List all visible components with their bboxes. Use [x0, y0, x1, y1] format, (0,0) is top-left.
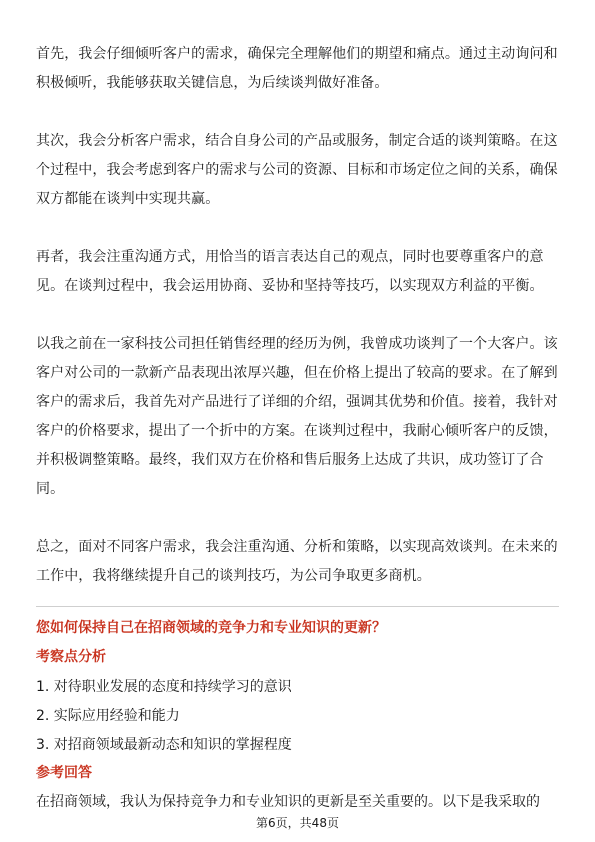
analysis-point: 1. 对待职业发展的态度和持续学习的意识	[36, 679, 292, 695]
paragraph-third: 再者，我会注重沟通方式，用恰当的语言表达自己的观点，同时也要尊重客户的意见。在谈判过程中，我会运用协商、妥协和坚持等技巧，以实现双方利益的平衡。	[36, 249, 544, 294]
body-text	[36, 40, 559, 591]
paragraph-first: 首先，我会仔细倾听客户的需求，确保完全理解他们的期望和痛点。通过主动询问和积极倾听，我能够获取关键信息，为后续谈判做好准备。	[36, 46, 558, 91]
paragraph-summary: 总之，面对不同客户需求，我会注重沟通、分析和策略，以实现高效谈判。在未来的工作中，我将继续提升自己的谈判技巧，为公司争取更多商机。	[36, 539, 558, 584]
section-divider	[36, 606, 559, 607]
page-number: 第6页，共48页	[256, 816, 339, 830]
paragraph-second: 其次，我会分析客户需求，结合自身公司的产品或服务，制定合适的谈判策略。在这个过程中，我会考虑到客户的需求与公司的资源、目标和市场定位之间的关系，确保双方都能在谈判中实现共赢。	[36, 133, 558, 207]
answer-heading: 参考回答	[36, 765, 92, 781]
paragraph-example: 以我之前在一家科技公司担任销售经理的经历为例，我曾成功谈判了一个大客户。该客户对公司的一款新产品表现出浓厚兴趣，但在价格上提出了较高的要求。在了解到客户的需求后，我首先对产品进行了详细的介绍，强调其优势和价值。接着，我针对客户的价格要求，提出了一个折中的方案。在谈判过程中，我耐心倾听客户的反馈，并积极调整策略。最终，我们双方在价格和售后服务上达成了共识，成功签订了合同。	[36, 336, 558, 497]
analysis-point: 2. 实际应用经验和能力	[36, 708, 180, 724]
analysis-heading: 考察点分析	[36, 649, 106, 665]
analysis-point: 3. 对招商领域最新动态和知识的掌握程度	[36, 737, 292, 753]
answer-text: 在招商领域，我认为保持竞争力和专业知识的更新是至关重要的。以下是我采取的	[36, 794, 540, 810]
question-heading: 您如何保持自己在招商领域的竞争力和专业知识的更新？	[36, 620, 386, 636]
